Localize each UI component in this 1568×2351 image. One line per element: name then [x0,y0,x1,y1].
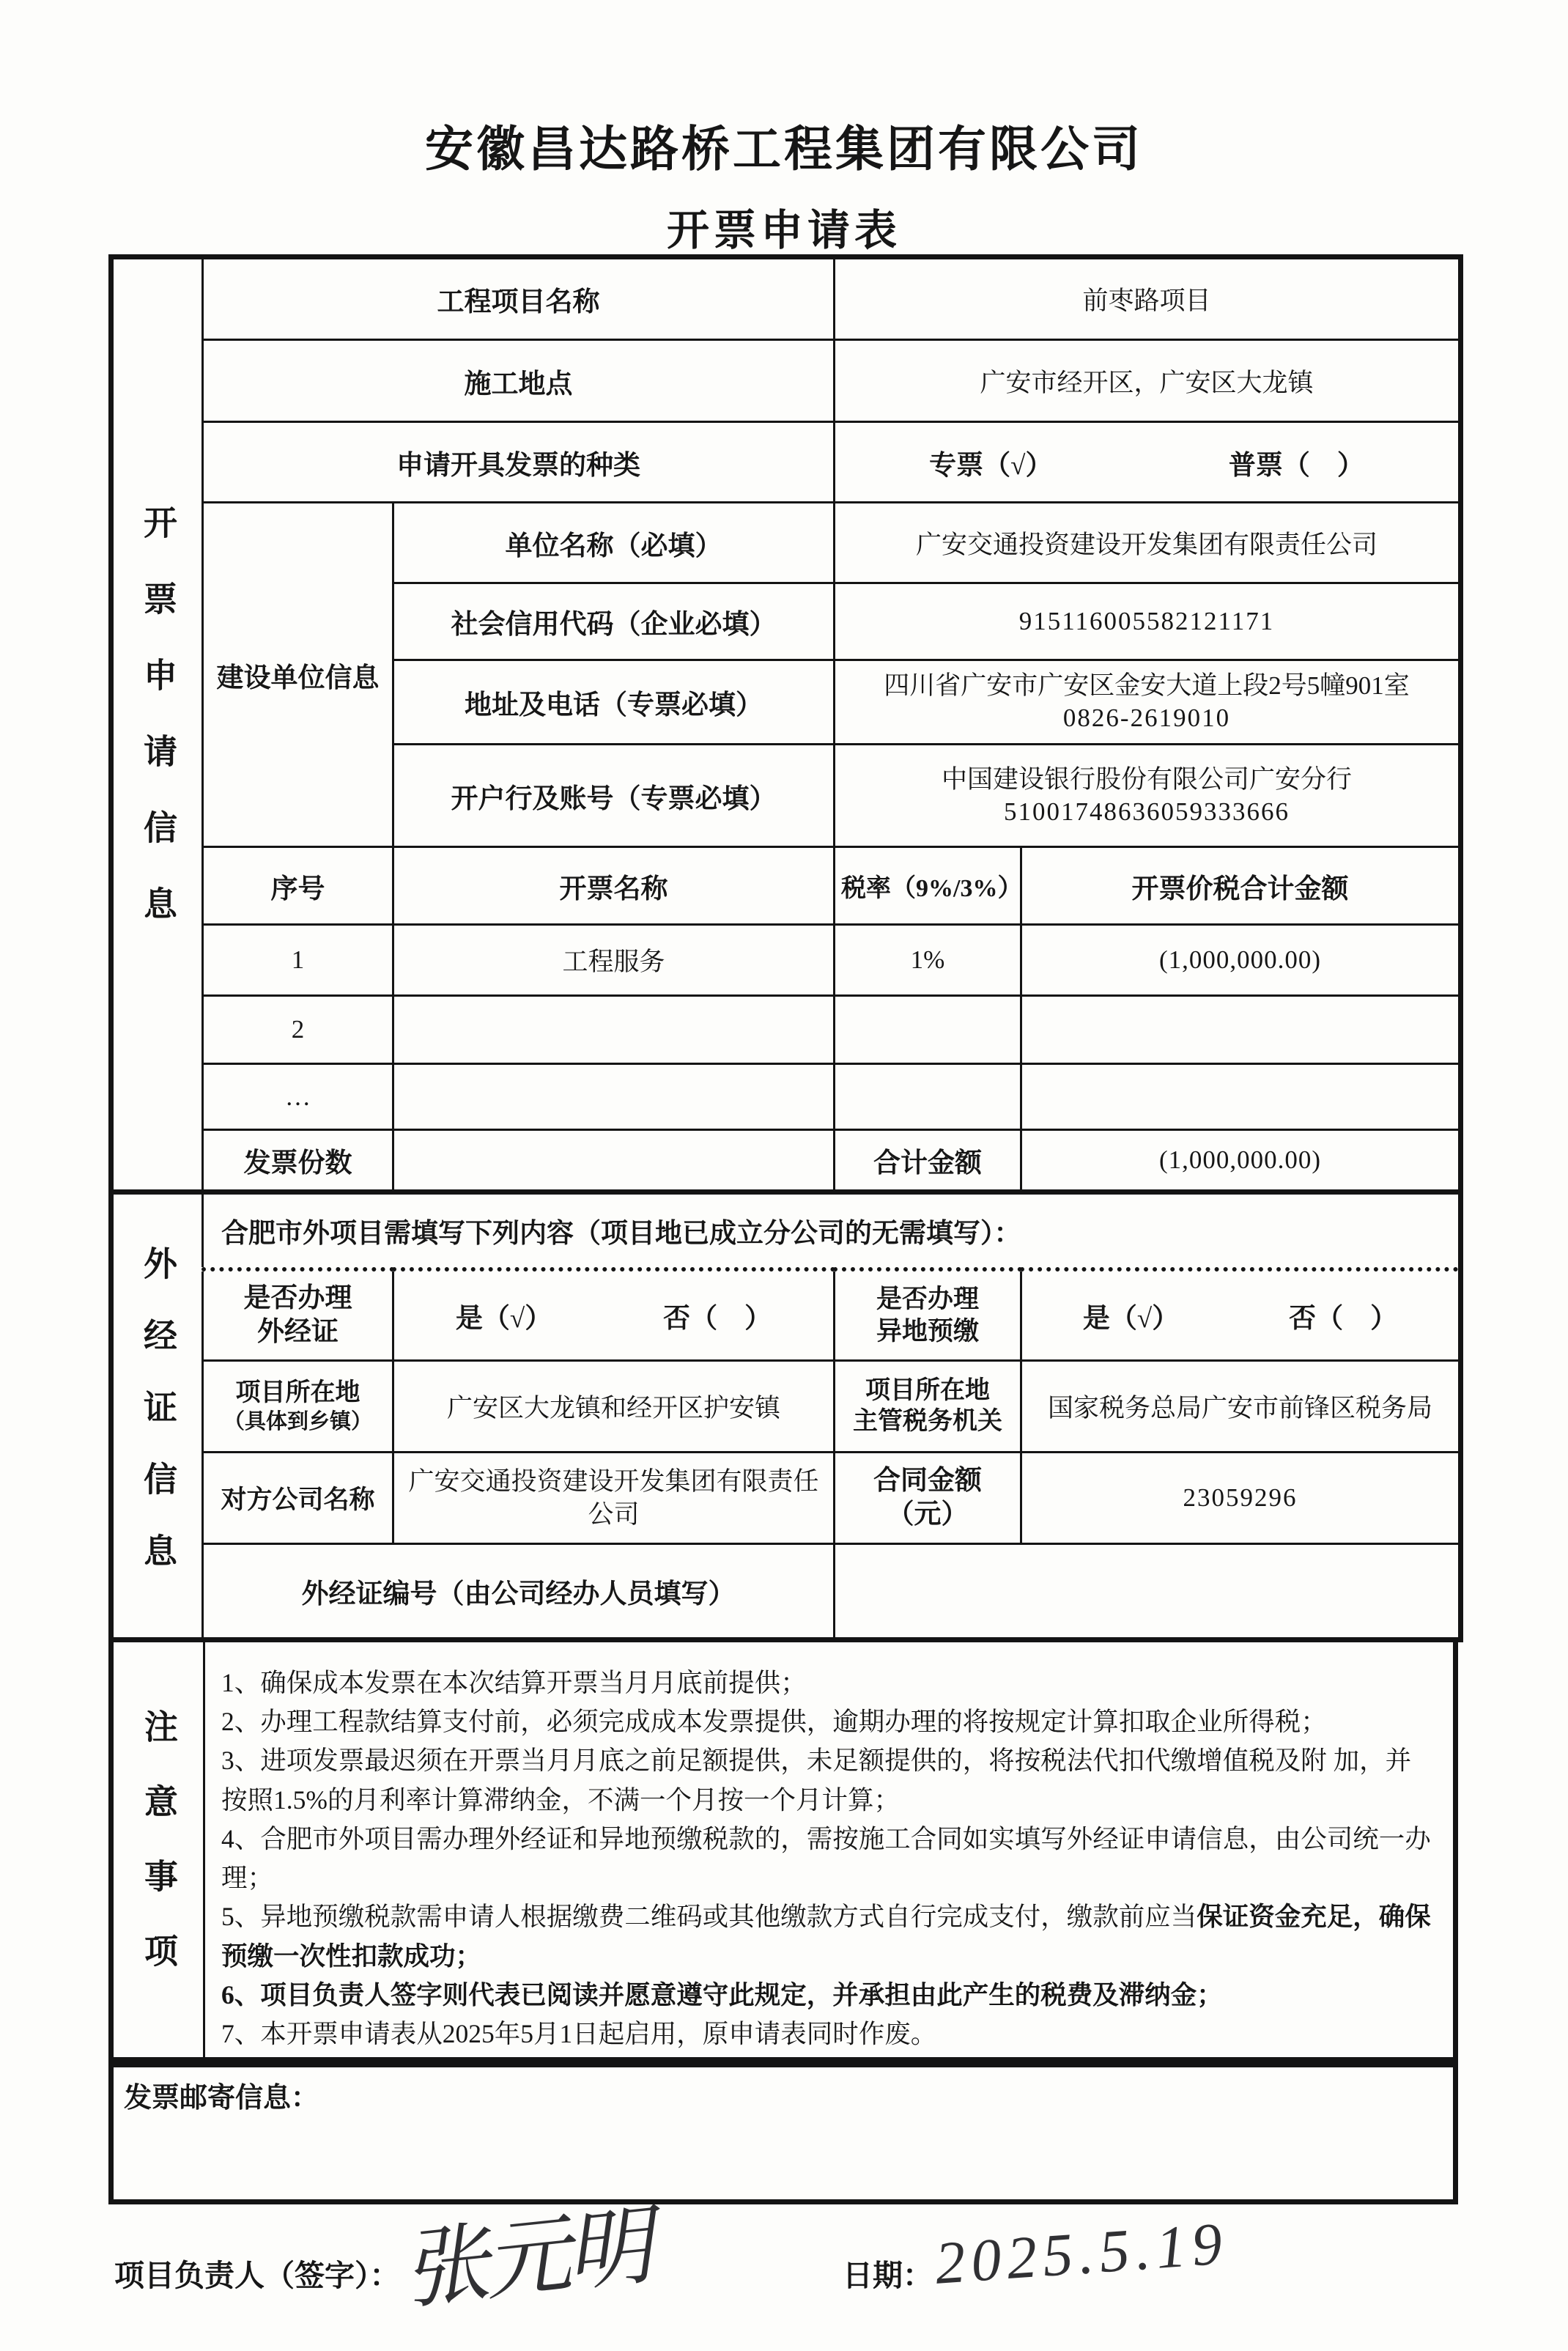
unit-name-value: 广安交通投资建设开发集团有限责任公司 [835,503,1461,583]
phone-line: 0826-2619010 [1062,704,1231,732]
bank-account-label: 开户行及账号（专票必填） [393,745,835,847]
project-location-line1: 项目所在地 [235,1379,360,1406]
item-row [111,925,1461,996]
address-phone-label: 地址及电话（专票必填） [393,660,835,745]
table-row [111,340,1461,422]
table-row [111,1192,1461,1269]
handwritten-date: 2025.5.19 [933,2210,1230,2297]
builder-group-label: 建设单位信息 [203,503,393,847]
credit-code-value: 915116005582121171 [835,583,1461,660]
item-rate [835,996,1021,1064]
invoice-request-table [108,254,1463,1195]
invoice-type-label: 申请开具发票的种类 [203,422,835,503]
item-amount: (1,000,000.00) [1021,925,1461,996]
mail-info-box [108,2062,1458,2204]
bank-name-line: 中国建设银行股份有限公司广安分行 [942,764,1353,794]
table-row [111,1544,1461,1640]
contract-amount-label [835,1453,1021,1544]
prepay-no-option: 否（ ） [1289,1303,1398,1334]
project-location-line2: （具体到乡镇） [223,1410,372,1434]
note-line: 4、合肥市外项目需办理外经证和异地预缴税款的，需按施工合同如实填写外经证申请信息，由公司统一办理； [221,1823,1431,1892]
tax-authority-line2: 主管税务机关 [853,1408,1002,1435]
cert-number-value [835,1544,1461,1640]
invoice-type-value [835,422,1461,503]
column-header-name: 开票名称 [393,847,835,925]
tax-authority-line1: 项目所在地 [865,1376,990,1404]
address-phone-value [835,660,1461,745]
site-value: 广安市经开区，广安区大龙镇 [835,340,1461,422]
section2-side-label-cell [111,1192,203,1640]
section1-side-label-cell [111,257,203,1192]
form-header [0,110,1568,257]
item-no: 2 [203,996,393,1064]
table-row [111,1453,1461,1544]
company-title: 安徽昌达路桥工程集团有限公司 [425,123,1143,177]
note-line: 5、异地预缴税款需申请人根据缴费二维码或其他缴款方式自行完成支付，缴款前应当保证资金充足，确保预缴一次性扣款成功； [221,1902,1431,1971]
project-name-value: 前枣路项目 [835,257,1461,340]
site-label: 施工地点 [203,340,835,422]
item-name: 工程服务 [393,925,835,996]
contract-amount-line1: 合同金额 [873,1465,982,1496]
tax-authority-label [835,1361,1021,1453]
column-header-rate: 税率（9%/3%） [835,847,1021,925]
invoice-type-general-option: 普票（ ） [1228,450,1364,481]
totals-row [111,1130,1461,1192]
mail-info-label: 发票邮寄信息： [124,2083,319,2114]
signature-footer [108,2198,1458,2345]
invoice-type-special-option: 专票（√） [929,450,1053,481]
note-line: 1、确保成本发票在本次结算开票当月月底前提供； [221,1667,807,1697]
handwritten-signature: 张元明 [398,2198,654,2320]
column-header-no: 序号 [203,847,393,925]
cert-no-option: 否（ ） [663,1303,772,1334]
external-permit-table [108,1189,1463,1642]
cert-number-label: 外经证编号（由公司经办人员填写） [203,1544,835,1640]
project-location-value: 广安区大龙镇和经开区护安镇 [393,1361,835,1453]
item-name [393,1064,835,1130]
address-line: 四川省广安市广安区金安大道上段2号5幢901室 [884,671,1410,701]
tax-authority-value: 国家税务总局广安市前锋区税务局 [1021,1361,1461,1453]
note-line: 7、本开票申请表从2025年5月1日起启用，原申请表同时作废。 [221,2019,937,2048]
section2-instruction: 合肥市外项目需填写下列内容（项目地已成立分公司的无需填写）： [203,1192,1461,1269]
column-header-amount: 开票价税合计金额 [1021,847,1461,925]
item-rate [835,1064,1021,1130]
prepay-question-line1: 是否办理 [876,1285,979,1313]
prepay-question-value [1021,1269,1461,1361]
note-line: 6、项目负责人签字则代表已阅读并愿意遵守此规定，并承担由此产生的税费及滞纳金； [221,1979,1223,2009]
contract-amount-value: 23059296 [1021,1453,1461,1544]
cert-question-label [203,1269,393,1361]
project-name-label: 工程项目名称 [203,257,835,340]
cert-question-value [393,1269,835,1361]
total-value: (1,000,000.00) [1021,1130,1461,1192]
table-row [111,503,1461,583]
sign-label: 项目负责人（签字）： [114,2259,400,2292]
unit-name-label: 单位名称（必填） [393,503,835,583]
table-row [111,422,1461,503]
table-row [111,257,1461,340]
item-no: 1 [203,925,393,996]
item-rate: 1% [835,925,1021,996]
item-row [111,996,1461,1064]
item-amount [1021,1064,1461,1130]
prepay-question-label [835,1269,1021,1361]
copies-value [393,1130,835,1192]
item-amount [1021,996,1461,1064]
bank-account-value [835,745,1461,847]
note-line: 3、进项发票最迟须在开票当月月底之前足额提供，未足额提供的，将按税法代扣代缴增值税及附 加，并按照1.5%的月利率计算滞纳金，不满一个月按一个月计算； [221,1746,1412,1815]
date-label: 日期： [843,2259,933,2292]
note-line: 2、办理工程款结算支付前，必须完成成本发票提供，逾期办理的将按规定计算扣取企业所得税； [221,1707,1327,1736]
cert-question-line1: 是否办理 [243,1282,352,1313]
prepay-question-line2: 异地预缴 [876,1316,979,1346]
section1-side-label: 开票申请信息 [139,505,177,962]
section3-side-label: 注意事项 [140,1709,177,2008]
bank-number-line: 51001748636059333666 [1004,797,1290,826]
item-no: … [203,1064,393,1130]
item-row [111,1064,1461,1130]
item-name [393,996,835,1064]
notes-list [205,1642,1453,2057]
project-location-label [203,1361,393,1453]
counterparty-label: 对方公司名称 [203,1453,393,1544]
contract-amount-line2: （元） [887,1499,969,1529]
section3-side-label-cell [114,1642,205,2057]
counterparty-value: 广安交通投资建设开发集团有限责任公司 [393,1453,835,1544]
cert-question-line2: 外经证 [257,1316,339,1347]
cert-yes-option: 是（√） [455,1303,552,1334]
prepay-yes-option: 是（√） [1082,1303,1180,1334]
credit-code-label: 社会信用代码（企业必填） [393,583,835,660]
copies-label: 发票份数 [203,1130,393,1192]
table-row [111,1361,1461,1453]
table-row [111,1269,1461,1361]
section2-side-label: 外经证信息 [139,1245,177,1605]
notes-section [108,1637,1458,2062]
items-header-row [111,847,1461,925]
form-title: 开票申请表 [666,207,901,254]
total-label: 合计金额 [835,1130,1021,1192]
